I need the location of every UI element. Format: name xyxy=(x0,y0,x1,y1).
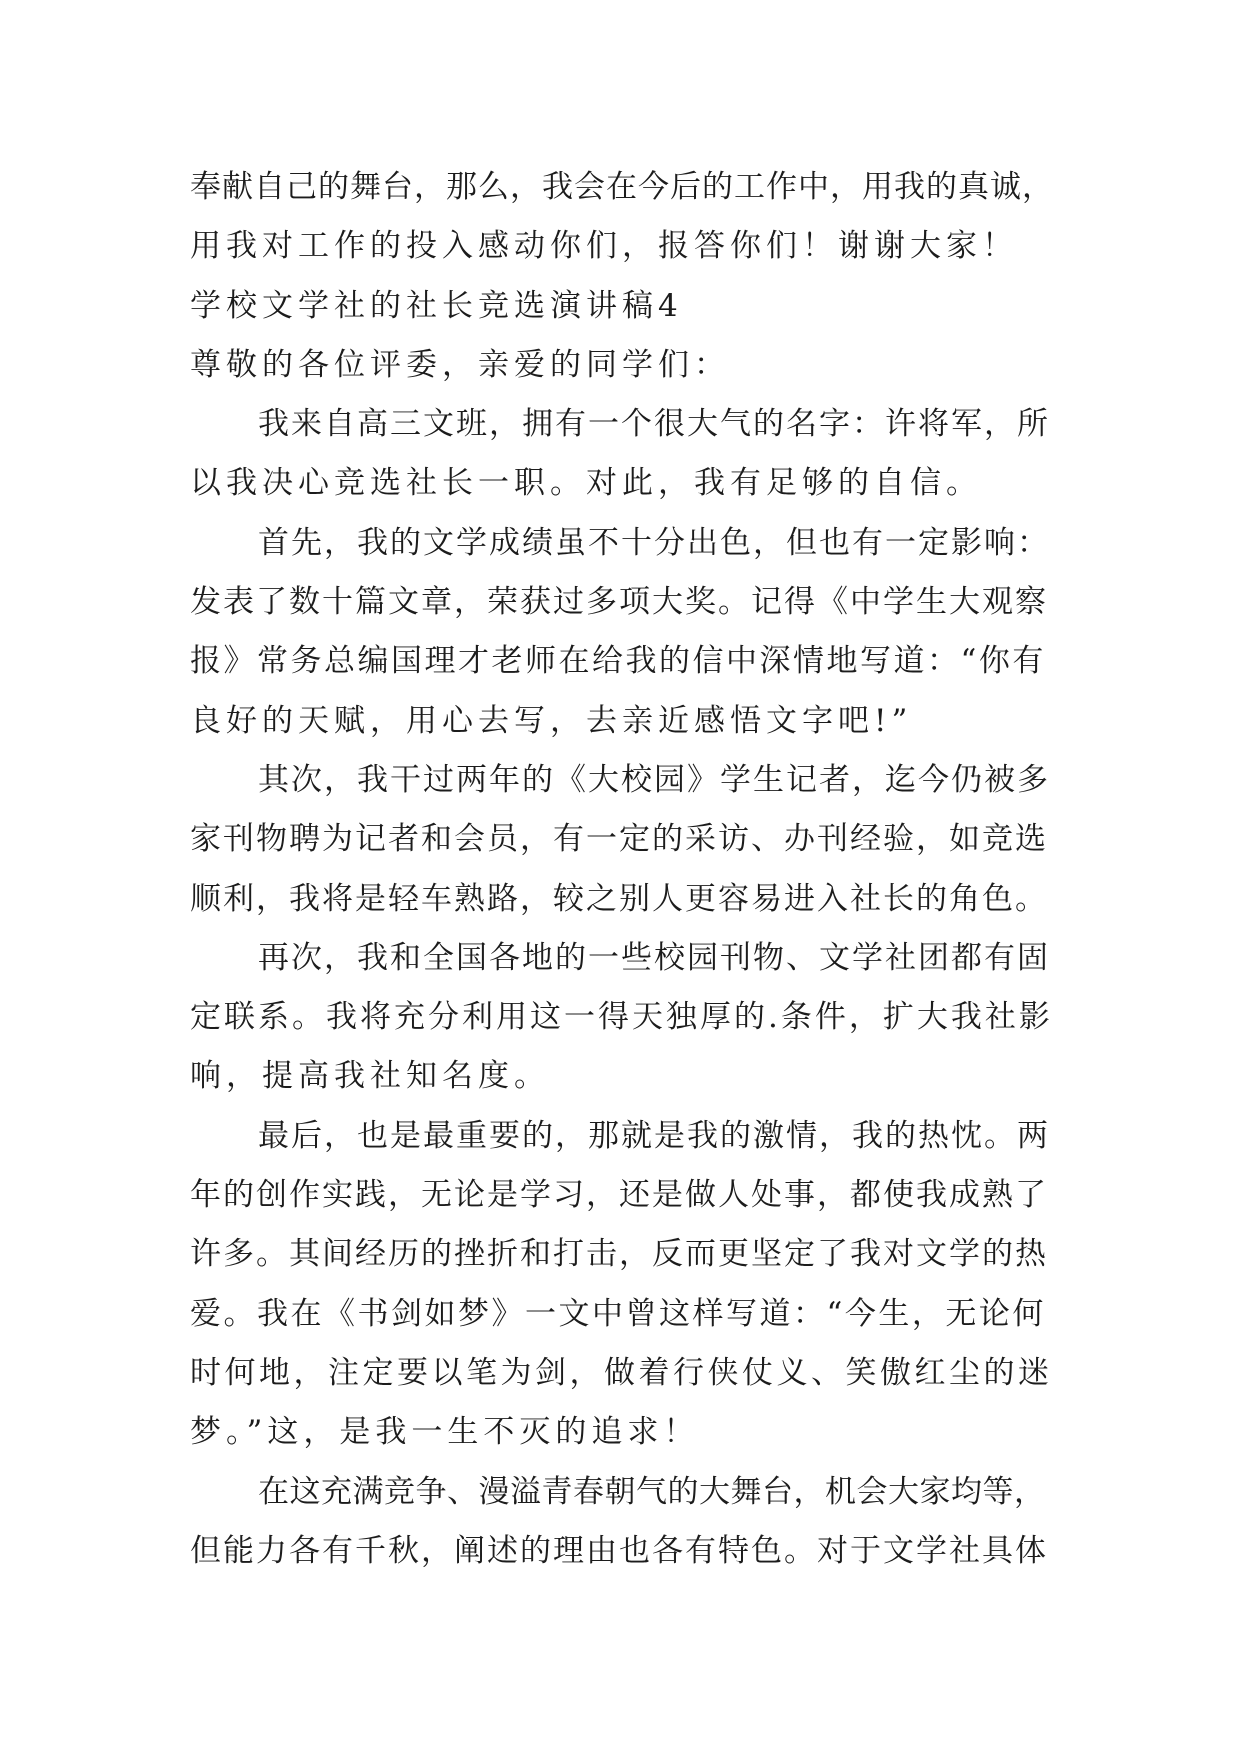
text-line: 但能力各有千秋，阐述的理由也各有特色。对于文学社具体 xyxy=(190,1532,1048,1569)
text-line: 家刊物聘为记者和会员，有一定的采访、办刊经验，如竞选 xyxy=(190,821,1048,858)
text-line: 顺利，我将是轻车熟路，较之别人更容易进入社长的角色。 xyxy=(190,880,1048,917)
paragraph-start: 最后，也是最重要的，那就是我的激情，我的热忱。两 xyxy=(258,1117,1050,1154)
text-line: 良好的天赋，用心去写，去亲近感悟文字吧!” xyxy=(190,702,913,739)
paragraph-start: 再次，我和全国各地的一些校园刊物、文学社团都有固 xyxy=(258,939,1050,976)
text-line: 时何地，注定要以笔为剑，做着行侠仗义、笑傲红尘的迷 xyxy=(190,1354,1053,1391)
salutation: 尊敬的各位评委，亲爱的同学们： xyxy=(190,346,730,383)
text-line: 爱。我在《书剑如梦》一文中曾这样写道：“今生，无论何 xyxy=(190,1295,1046,1332)
text-line: 定联系。我将充分利用这一得天独厚的.条件，扩大我社影 xyxy=(190,999,1053,1036)
paragraph-start: 其次，我干过两年的《大校园》学生记者，迄今仍被多 xyxy=(258,761,1050,798)
text-line: 年的创作实践，无论是学习，还是做人处事，都使我成熟了 xyxy=(190,1177,1048,1214)
text-line: 许多。其间经历的挫折和打击，反而更坚定了我对文学的热 xyxy=(190,1236,1048,1273)
text-line: 梦。”这，是我一生不灭的追求！ xyxy=(190,1414,700,1451)
paragraph-start: 首先，我的文学成绩虽不十分出色，但也有一定影响： xyxy=(258,524,1050,561)
text-line: 以我决心竞选社长一职。对此，我有足够的自信。 xyxy=(190,465,982,502)
text-line: 用我对工作的投入感动你们，报答你们！谢谢大家！ xyxy=(190,228,1018,265)
paragraph-start: 在这充满竞争、漫溢青春朝气的大舞台，机会大家均等， xyxy=(258,1473,1046,1510)
paragraph-start: 我来自高三文班，拥有一个很大气的名字：许将军，所 xyxy=(258,406,1050,443)
text-line: 奉献自己的舞台，那么，我会在今后的工作中，用我的真诚， xyxy=(190,169,1054,205)
text-line: 发表了数十篇文章，荣获过多项大奖。记得《中学生大观察 xyxy=(190,584,1048,621)
document-body xyxy=(190,158,1056,1581)
text-line: 响，提高我社知名度。 xyxy=(190,1058,550,1095)
text-line: 报》常务总编国理才老师在给我的信中深情地写道：“你有 xyxy=(190,643,1046,680)
section-title: 学校文学社的社长竞选演讲稿4 xyxy=(190,287,683,324)
